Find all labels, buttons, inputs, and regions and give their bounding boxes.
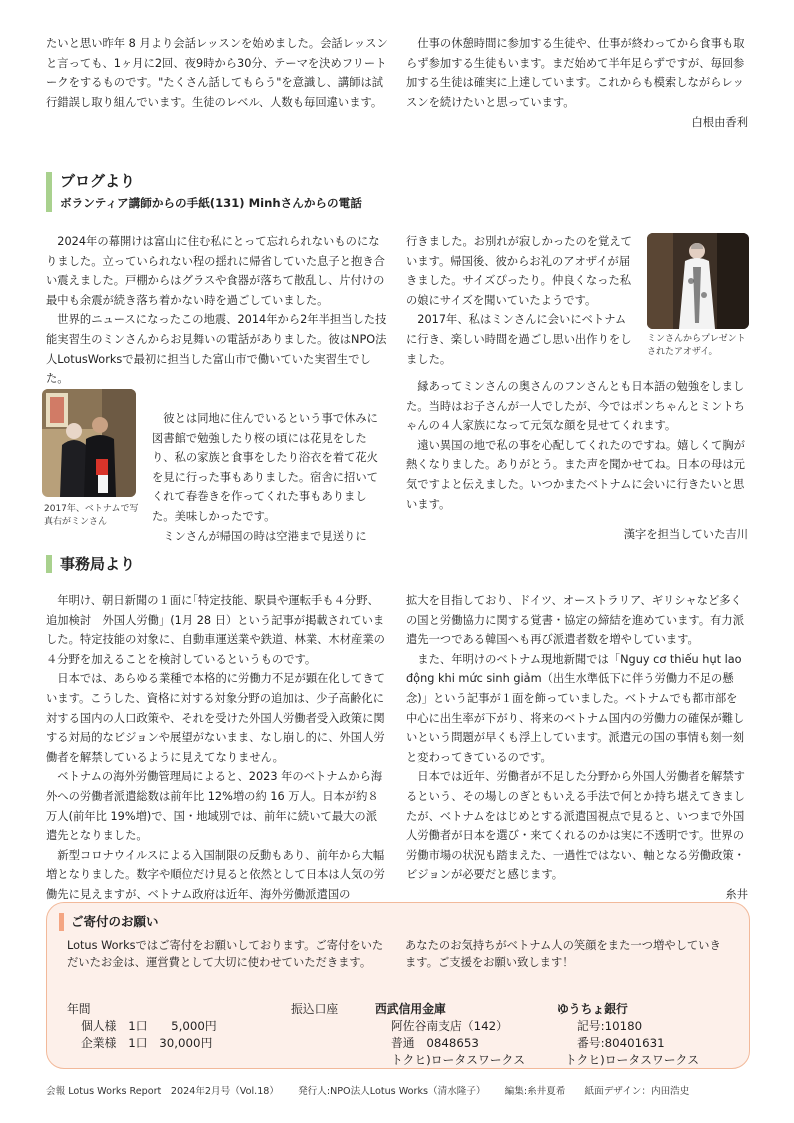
footer xyxy=(46,1085,705,1099)
individual-fee: 個人様 1口 5,000円 xyxy=(81,1019,217,1033)
bank2-holder: トクヒ)ロータスワークス xyxy=(565,1053,700,1067)
office-right-p3: 日本では近年、労働者が不足した分野から外国人労働者を解禁するという、その場しのぎともいえる手法で何とか持ち堪えてきましたが、ベトナムをはじめとする派遣国視点で見ると、いつまで外国人労働者が日本を選び・来てくれるのかは実に不透明です。世界の労働市場の状況も踏まえた、一過性ではない、軸となる労働政策・ビジョンが必要だと感じます。 xyxy=(406,770,745,882)
office-title: 事務局より xyxy=(60,555,136,573)
corporate-fee: 企業様 1口 30,000円 xyxy=(81,1036,213,1050)
footer-publisher: 発行人:NPO法人Lotus Works（清水隆子） xyxy=(298,1086,486,1097)
bank1-account: 普通 0848653 xyxy=(391,1036,479,1050)
blog-left-p1: 2024年の幕開けは富山に住む私にとって忘れられないものになりました。立っていられない程の揺れに帰省していた息子と抱き合い震えました。戸棚からはグラスや食器が落ちて散乱し、片付けの最中も余震が続き落ち着かない時を過ごしていました。 xyxy=(46,235,385,307)
blog-left-p4: ミンさんが帰国の時は空港まで見送りに xyxy=(163,529,367,543)
blog-left-column xyxy=(46,232,388,389)
office-right-p2: また、年明けのベトナム現地新聞では「Nguy cơ thiếu hụt lao động khi mức sinh giảm（出生水準低下に伴う労働力不足の懸念)」という記事が１面を飾っていました。ベトナムでも都市部を中心に出生率が下がり、将来のベトナム国内の労働力の確保が難しいという問題が早くも浮上しています。派遣元の国の事情も刻一刻と変わってきているのです。 xyxy=(406,652,745,764)
bank2-symbol: 記号:10180 xyxy=(577,1019,643,1033)
blog-right-p3: 縁あってミンさんの奥さんのフンさんとも日本語の勉強をしました。当時はお子さんが一人でしたが、今ではポンちゃんとミントちゃんの４人家族になって元気な顔を見せてくれます。 xyxy=(406,380,745,433)
office-right-column xyxy=(406,591,748,905)
top-signature: 白根由香利 xyxy=(691,116,748,130)
top-left-text: たいと思い昨年 8 月より会話レッスンを始めました。会話レッスンと言っても、1ヶ月に2回、夜9時から30分、テーマを決めフリートークをするものです。"たくさん話してもらう"を意識し、講師は試行錯誤し取り組んでいます。生徒のレベル、人数も毎回違います。 xyxy=(46,37,388,109)
top-right-column xyxy=(406,34,748,133)
office-left-column xyxy=(46,591,388,905)
footer-design: 紙面デザイン：内田浩史 xyxy=(584,1086,690,1097)
donation-box xyxy=(46,902,750,1069)
blog-title: ブログより xyxy=(60,172,136,190)
blog-subtitle: ボランティア講師からの手紙(131) Minhさんからの電話 xyxy=(60,196,362,210)
office-signature: 糸井 xyxy=(725,887,748,901)
bank1-name: 西武信用金庫 xyxy=(375,1002,446,1016)
photo-minh-vietnam-icon xyxy=(42,389,136,497)
office-right-p1: 拡大を目指しており、ドイツ、オーストラリア、ギリシャなど多くの国と労働協力に関する覚書・協定の締結を進めています。有力派遣先一つである韓国へも再び派遣者数を増やしています。 xyxy=(406,594,745,647)
donation-title-bar xyxy=(59,913,64,931)
blog-left-p3: 彼とは同地に住んでいるという事で休みに図書館で勉強したり桜の頃には花見をしたり、私の家族と食事をしたり浴衣を着て花火を見に行った事もありました。宿舎に招いてくれて春巻きを作ってくれた事もありました。美味しかったです。 xyxy=(152,412,378,523)
office-left-p1: 年明け、朝日新聞の１面に｢特定技能、駅員や運転手も４分野、追加検討 外国人労働」(1月 28 日）という記事が掲載されていました。特定技能の対象に、自動車運送業や鉄道、林業、木材産業の４分野を加えることを検討しているというものです。 xyxy=(46,594,385,666)
photo-aodai xyxy=(647,233,749,329)
donation-right-text: あなたのお気持ちがベトナム人の笑顔をまた一つ増やしていきます。ご支援をお願い致します！ xyxy=(405,939,721,969)
blog-left-wrap xyxy=(152,409,388,546)
blog-signature: 漢字を担当していた吉川 xyxy=(623,528,748,542)
office-left-p4: 新型コロナウイルスによる入国制限の反動もあり、前年から大幅増となりました。数字や順位だけ見ると依然として日本は人気の労働先に見えますが、ベトナム政府は近年、海外労働派遣国の xyxy=(46,848,385,901)
bank2-name: ゆうちょ銀行 xyxy=(557,1002,628,1016)
office-left-p3: ベトナムの海外労働管理局によると、2023 年のベトナムから海外への労働者派遣総数は前年比 12%増の約 16 万人。日本が約８万人(前年比 19%増)で、国・地域別では、前年に続いて最大の派遣先となりました。 xyxy=(46,770,383,843)
bank1 xyxy=(375,1001,555,1069)
bank2 xyxy=(557,1001,747,1069)
photo2-caption: ミンさんからプレゼントされたアオザイ。 xyxy=(647,334,746,357)
donation-left-text: Lotus Worksではご寄付をお願いしております。ご寄付をいただいたお金は、運営費として大切に使わせていただきます。 xyxy=(67,939,384,969)
top-right-text: 仕事の休憩時間に参加する生徒や、仕事が終わってから食事も取らず参加する生徒もいます。まだ始めて半年足らずですが、毎回参加する生徒は確実に上達しています。これからも模索しながらレッスンを続けたいと思っています。 xyxy=(406,37,745,109)
annual-label: 年間 xyxy=(67,1002,91,1016)
blog-right-p2: 2017年、私はミンさんに会いにベトナムに行き、楽しい時間を過ごし思い出作りをしました。 xyxy=(406,313,632,366)
donation-title: ご寄付のお願い xyxy=(71,914,159,929)
blog-left-p2: 世界的ニュースになったこの地震、2014年から2年半担当した技能実習生のミンさんからお見舞いの電話がありました。彼はNPO法人LotusWorksで最初に担当した富山市で働いていた実習生でした。 xyxy=(46,313,387,386)
photo-aodai-icon xyxy=(647,233,749,329)
bank2-number: 番号:80401631 xyxy=(577,1036,665,1050)
photo1-caption: 2017年、ベトナムで写真右がミンさん xyxy=(44,504,139,527)
blog-right-p1: 行きました。お別れが寂しかったのを覚えています。帰国後、彼からお礼のアオザイが届きました。サイズぴったり。仲良くなった私の娘にサイズを聞いていたようです。 xyxy=(406,235,632,307)
blog-right-p4: 遠い異国の地で私の事を心配してくれたのですね。嬉しくて胸が熱くなりました。ありがとう。また声を聞かせてね。日本の母は元気ですよと伝えました。いつかまたベトナムに会いに行きたいと思います。 xyxy=(406,438,745,511)
transfer-label: 振込口座 xyxy=(291,1002,339,1016)
office-title-bar xyxy=(46,555,52,573)
footer-editor: 編集:糸井夏希 xyxy=(504,1086,566,1097)
top-left-column xyxy=(46,34,388,112)
footer-report: 会報 Lotus Works Report 2024年2月号（Vol.18） xyxy=(46,1086,280,1097)
blog-right-top xyxy=(406,232,636,369)
bank1-holder: トクヒ)ロータスワークス xyxy=(391,1053,526,1067)
blog-right-bottom xyxy=(406,377,748,545)
blog-title-bar xyxy=(46,172,52,212)
photo-minh-vietnam xyxy=(42,389,136,497)
office-left-p2: 日本では、あらゆる業種で本格的に労働力不足が顕在化してきています。こうした、資格に対する対象分野の追加は、少子高齢化に対する国内の人口政策や、それを受けた外国人労働者受入政策に関する対局的なビジョンや展望がないまま、なし崩し的に、外国人労働者を解禁しているように見えてなりません。 xyxy=(46,672,385,764)
donation-fees xyxy=(67,1001,287,1052)
bank1-branch: 阿佐谷南支店（142） xyxy=(391,1019,508,1033)
